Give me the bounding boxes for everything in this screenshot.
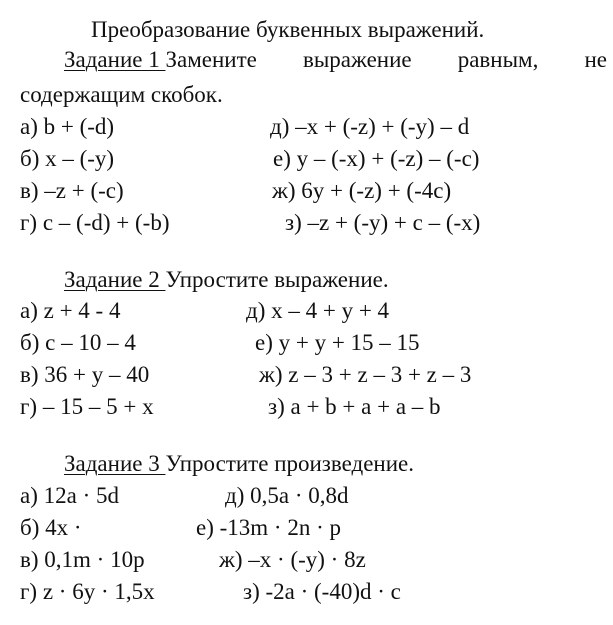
task2-item-z: з) a + b + a + a – b	[268, 394, 441, 419]
task2-instruction: Упростите выражение.	[165, 267, 389, 292]
task3-item-v: в) 0,1m · 10p	[20, 547, 145, 572]
task2-item-v: в) 36 + y – 40	[20, 362, 150, 387]
task1-word-1: Замените	[165, 47, 257, 72]
task2-item-e: е) y + y + 15 – 15	[255, 330, 420, 355]
task1-item-zh: ж) 6y + (-z) + (-4c)	[272, 178, 452, 203]
page-title: Преобразование буквенных выражений.	[91, 17, 485, 42]
task1-item-e: е) y – (-x) + (-z) – (-c)	[273, 146, 480, 171]
task1-label: Задание 1	[64, 47, 166, 72]
task2-heading	[64, 268, 389, 291]
task1-item-a: а) b + (-d)	[20, 114, 115, 139]
task1-item-d: д) –x + (-z) + (-y) – d	[270, 114, 470, 139]
task3-item-g: г) z · 6y · 1,5x	[20, 579, 155, 604]
task1-instruction-cont: содержащим скобок.	[20, 82, 223, 107]
task1-heading	[64, 48, 607, 71]
task2-item-a: а) z + 4 - 4	[20, 298, 121, 323]
task2-item-zh: ж) z – 3 + z – 3 + z – 3	[259, 362, 472, 387]
task3-item-a: а) 12a · 5d	[20, 483, 119, 508]
task1-item-v: в) –z + (-c)	[20, 178, 124, 203]
task2-item-b: б) c – 10 – 4	[20, 330, 136, 355]
task2-item-d: д) x – 4 + y + 4	[246, 298, 390, 323]
task1-word-4: не	[584, 47, 607, 72]
task3-item-d: д) 0,5a · 0,8d	[225, 483, 349, 508]
task1-word-3: равным,	[457, 47, 539, 72]
task1-item-z: з) –z + (-y) + c – (-x)	[285, 210, 481, 235]
task1-word-2: выражение	[302, 47, 412, 72]
task1-item-g: г) c – (-d) + (-b)	[20, 210, 170, 235]
task1-item-b: б) x – (-y)	[20, 146, 115, 171]
task3-item-e: е) -13m · 2n · p	[196, 515, 341, 540]
task3-heading	[64, 452, 414, 475]
task2-label: Задание 2	[64, 267, 166, 292]
task3-instruction: Упростите произведение.	[165, 451, 415, 476]
task3-item-b: б) 4x ·	[20, 515, 82, 540]
task3-label: Задание 3	[64, 451, 166, 476]
task3-item-z: з) -2a · (-40)d · c	[243, 579, 401, 604]
task2-item-g: г) – 15 – 5 + x	[20, 394, 154, 419]
task3-item-zh: ж) –x · (-y) · 8z	[219, 547, 366, 572]
